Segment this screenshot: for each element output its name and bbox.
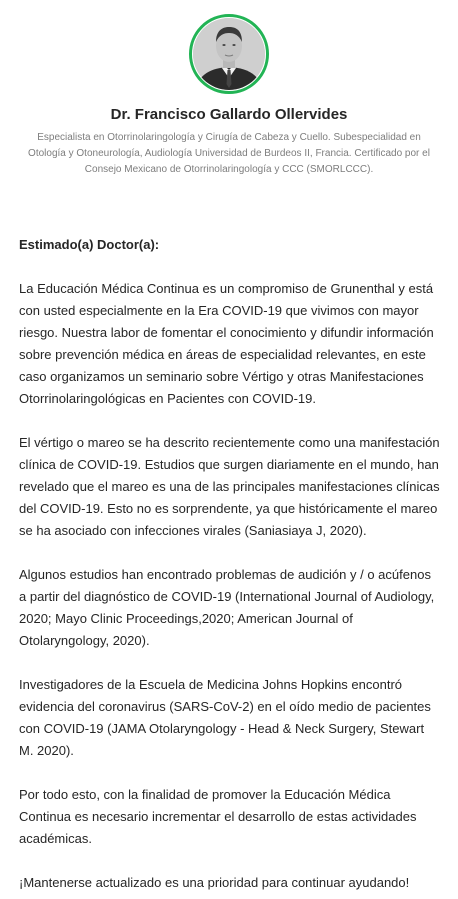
speaker-photo-icon bbox=[193, 18, 265, 90]
avatar bbox=[193, 18, 265, 90]
speaker-credentials: Especialista en Otorrinolaringología y Cirugía de Cabeza y Cuello. Subespecialidad en Otología y Otoneurología, Audiología Universidad de Burdeos II, Francia. Certificado por el Consejo Mexicano de Otorrinolaringología y CCC (SMORLCCC). bbox=[28, 132, 430, 175]
letter-paragraph: El vértigo o mareo se ha descrito recientemente como una manifestación clínica de COVID-19. Estudios que surgen diariamente en el mundo, han revelado que el mareo es una de las principales manifestaciones clínicas del COVID-19. Esto no es sorprendente, ya que históricamente el mareo se ha asociado con infecciones virales (Saniasiaya J, 2020). bbox=[19, 435, 440, 538]
letter-paragraph: Por todo esto, con la finalidad de promover la Educación Médica Continua es necesario incrementar el desarrollo de estas actividades académicas. bbox=[19, 787, 417, 846]
letter-closing: ¡Mantenerse actualizado es una prioridad para continuar ayudando! bbox=[19, 875, 410, 890]
avatar-ring bbox=[189, 14, 269, 94]
letter-paragraph: Investigadores de la Escuela de Medicina Johns Hopkins encontró evidencia del coronavirus (SARS-CoV-2) en el oído medio de pacientes con COVID-19 (JAMA Otolaryngology - Head & Neck Surgery, Stewart M. 2020). bbox=[19, 677, 431, 758]
speaker-profile bbox=[0, 0, 458, 178]
letter-paragraph: Algunos estudios han encontrado problemas de audición y / o acúfenos a partir del diagnóstico de COVID-19 (International Journal of Audiology, 2020; Mayo Clinic Proceedings,2020; American Journal of Otolaryngology, 2020). bbox=[19, 567, 435, 648]
letter-paragraph: La Educación Médica Continua es un compromiso de Grunenthal y está con usted especialmente en la Era COVID-19 que vivimos con mayor riesgo. Nuestra labor de fomentar el conocimiento y difundir información sobre prevención médica en áreas de especialidad relevantes, en este caso organizamos un seminario sobre Vértigo y otras Manifestaciones Otorrinolaringológicas en Pacientes con COVID-19. bbox=[19, 281, 434, 406]
letter-greeting: Estimado(a) Doctor(a): bbox=[19, 237, 160, 252]
speaker-name: Dr. Francisco Gallardo Ollervides bbox=[110, 106, 348, 123]
letter-body bbox=[19, 234, 440, 894]
